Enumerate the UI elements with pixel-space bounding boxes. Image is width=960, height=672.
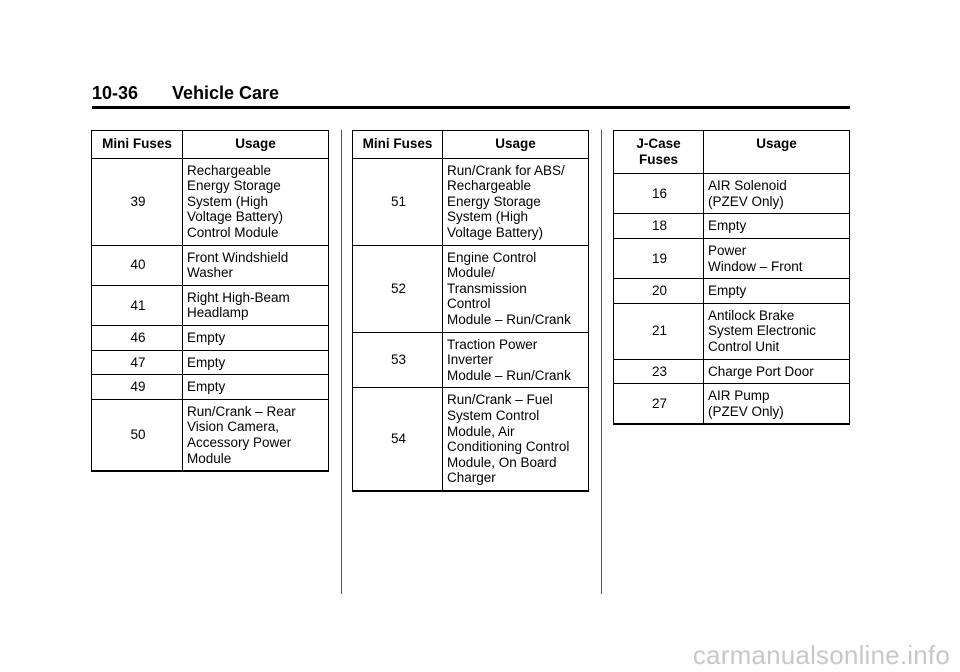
section-title: Vehicle Care — [172, 83, 280, 103]
table-row — [92, 285, 329, 325]
column-header-fuses: Mini Fuses — [92, 131, 183, 159]
fuse-usage: Charge Port Door — [704, 359, 850, 384]
fuse-number: 52 — [353, 245, 443, 332]
fuse-number: 47 — [92, 350, 183, 375]
fuse-number: 53 — [353, 332, 443, 388]
fuse-usage: Empty — [183, 375, 329, 400]
table-row — [614, 214, 850, 239]
table-row — [614, 384, 850, 425]
table-row — [614, 279, 850, 304]
fuse-usage: Power Window – Front — [704, 238, 850, 278]
column-header-usage: Usage — [183, 131, 329, 159]
table-row — [353, 158, 589, 245]
table-header-row — [353, 131, 589, 159]
table-row — [353, 245, 589, 332]
fuse-number: 21 — [614, 303, 704, 359]
table-row — [353, 332, 589, 388]
table-row — [92, 325, 329, 350]
fuse-usage: AIR Solenoid (PZEV Only) — [708, 178, 787, 209]
fuse-usage: Engine Control Module/ Transmission Control Module – Run/Crank — [443, 245, 589, 332]
fuse-usage: Traction Power Inverter Module – Run/Crank — [443, 332, 589, 388]
column-header-usage: Usage — [704, 131, 850, 174]
fuse-usage: Run/Crank – Fuel System Control Module, Air Conditioning Control Module, On Board Charger — [443, 388, 589, 491]
fuse-number: 23 — [614, 359, 704, 384]
fuse-number: 46 — [92, 325, 183, 350]
fuse-number: 27 — [614, 384, 704, 425]
fuse-number: 40 — [92, 245, 183, 285]
column-header-fuses: Mini Fuses — [353, 131, 443, 159]
table-row — [92, 245, 329, 285]
column-header-fuses: J-Case Fuses — [614, 131, 704, 174]
table-row — [614, 303, 850, 359]
table-row — [614, 238, 850, 278]
table-header-row — [614, 131, 850, 174]
fuse-usage: Run/Crank – Rear Vision Camera, Accessory Power Module — [183, 399, 329, 471]
fuse-usage: Empty — [704, 279, 850, 304]
fuse-table-mini-1 — [91, 130, 329, 472]
fuse-number: 54 — [353, 388, 443, 491]
fuse-usage: Rechargeable Energy Storage System (High Voltage Battery) Control Module — [187, 162, 284, 240]
table-header-row — [92, 131, 329, 159]
fuse-usage: AIR Pump (PZEV Only) — [704, 384, 850, 425]
fuse-usage: Empty — [183, 325, 329, 350]
table-row — [614, 359, 850, 384]
table-row — [92, 158, 329, 245]
table-row — [92, 375, 329, 400]
page-number: 10-36 — [92, 83, 139, 103]
fuse-number: 39 — [92, 158, 183, 245]
table-row — [353, 388, 589, 491]
fuse-table-mini-2 — [352, 130, 589, 492]
fuse-usage: Run/Crank for ABS/ Rechargeable Energy Storage System (High Voltage Battery) — [447, 162, 565, 240]
page-header — [92, 82, 850, 109]
fuse-number: 51 — [353, 158, 443, 245]
fuse-number: 49 — [92, 375, 183, 400]
fuse-number: 16 — [614, 174, 704, 214]
fuse-usage: Front Windshield Washer — [183, 245, 329, 285]
table-row — [92, 350, 329, 375]
fuse-number: 18 — [614, 214, 704, 239]
table-row — [614, 174, 850, 214]
fuse-number: 50 — [92, 399, 183, 471]
fuse-number: 41 — [92, 285, 183, 325]
fuse-number: 19 — [614, 238, 704, 278]
column-divider — [341, 130, 342, 594]
fuse-usage: Empty — [704, 214, 850, 239]
fuse-number: 20 — [614, 279, 704, 304]
column-divider — [601, 130, 602, 594]
column-header-usage: Usage — [443, 131, 589, 159]
watermark: carmanualsonline.info — [692, 640, 950, 670]
fuse-table-j-case — [613, 130, 850, 425]
fuse-usage: Antilock Brake System Electronic Control Unit — [704, 303, 850, 359]
table-row — [92, 399, 329, 471]
fuse-usage: Empty — [183, 350, 329, 375]
fuse-usage: Right High-Beam Headlamp — [183, 285, 329, 325]
